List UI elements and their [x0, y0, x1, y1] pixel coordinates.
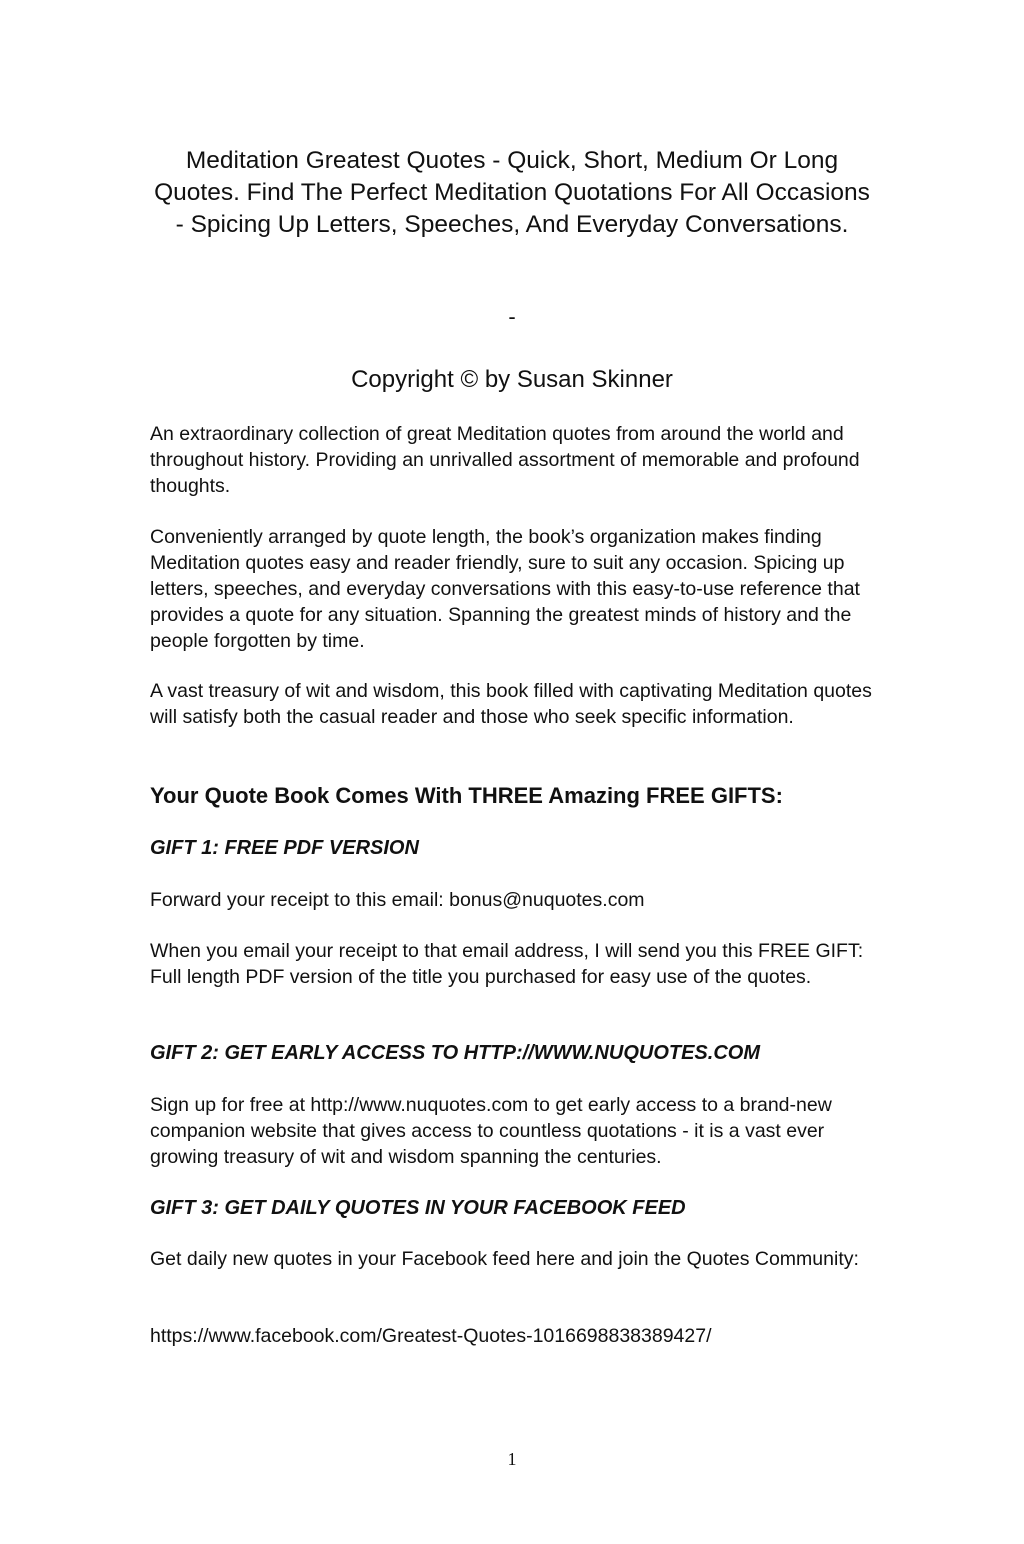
book-title: Meditation Greatest Quotes - Quick, Short, Medium Or Long Quotes. Find The Perfect Meditation Quotations For All Occasions - Spicing Up Letters, Speeches, And Everyday Conversations. [154, 147, 870, 238]
gift3-description: Get daily new quotes in your Facebook feed here and join the Quotes Community: [150, 1248, 859, 1270]
treasury-paragraph: A vast treasury of wit and wisdom, this book filled with captivating Meditation quotes will satisfy both the casual reader and those who seek specific information. [150, 680, 872, 728]
gift3-heading: GIFT 3: GET DAILY QUOTES IN YOUR FACEBOOK FEED [150, 1197, 686, 1219]
separator-dash: - [508, 304, 516, 329]
gift1-description: When you email your receipt to that email address, I will send you this FREE GIFT: Full length PDF version of the title you purchased for easy use of the quotes. [150, 940, 864, 988]
page-number: 1 [507, 1449, 517, 1469]
gift2-description: Sign up for free at http://www.nuquotes.com to get early access to a brand-new companion website that gives access to countless quotations - it is a vast ever growing treasury of wit and wisdom spanning the centuries. [150, 1094, 832, 1168]
facebook-link[interactable]: https://www.facebook.com/Greatest-Quotes-1016698838389427/ [150, 1325, 712, 1347]
gift1-heading: GIFT 1: FREE PDF VERSION [150, 837, 419, 859]
arrangement-paragraph: Conveniently arranged by quote length, the book’s organization makes finding Meditation quotes easy and reader friendly, sure to suit any occasion. Spicing up letters, speeches, and everyday conversations with this easy-to-use reference that provides a quote for any situation. Spanning the greatest minds of history and the people forgotten by time. [150, 526, 860, 652]
gifts-heading: Your Quote Book Comes With THREE Amazing FREE GIFTS: [150, 783, 783, 808]
gift1-email-line: Forward your receipt to this email: bonus@nuquotes.com [150, 889, 645, 911]
intro-paragraph: An extraordinary collection of great Meditation quotes from around the world and throughout history. Providing an unrivalled assortment of memorable and profound thoughts. [150, 423, 860, 497]
copyright-line: Copyright © by Susan Skinner [351, 366, 673, 393]
gift2-heading: GIFT 2: GET EARLY ACCESS TO HTTP://WWW.NUQUOTES.COM [150, 1042, 760, 1064]
